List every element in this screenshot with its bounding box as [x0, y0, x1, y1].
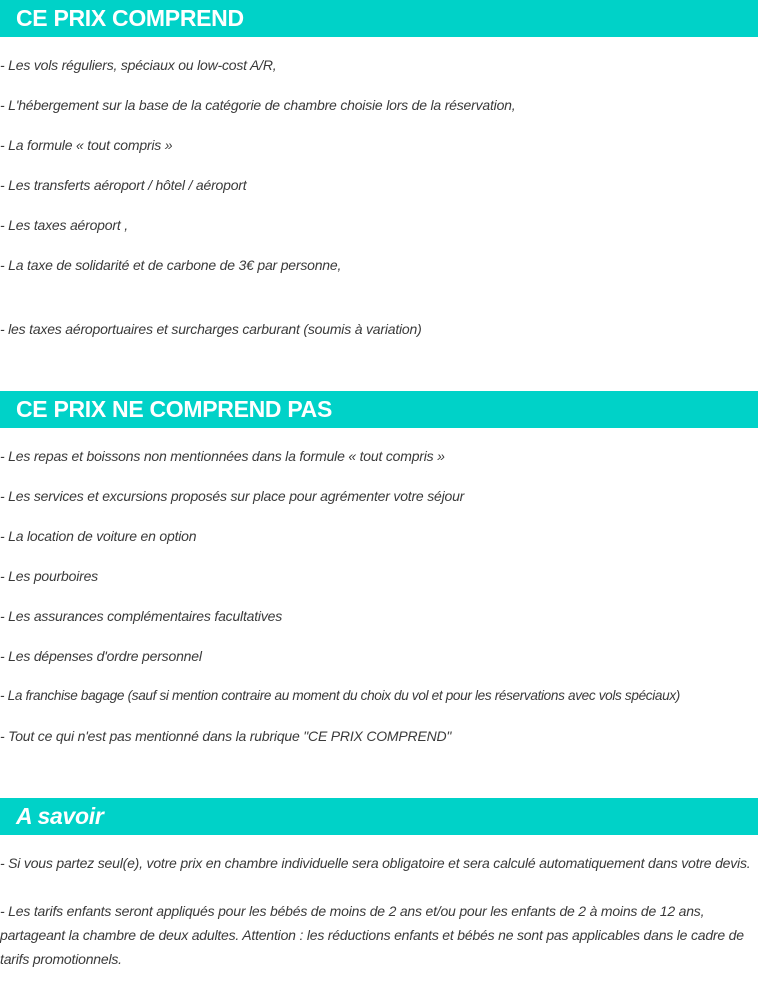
included-item: - Les transferts aéroport / hôtel / aéroport [0, 177, 247, 193]
included-item: - Les taxes aéroport , [0, 217, 128, 233]
info-paragraph: - Si vous partez seul(e), votre prix en chambre individuelle sera obligatoire et sera calculé automatiquement dans votre devis. [0, 855, 751, 871]
excluded-section-title: CE PRIX NE COMPREND PAS [0, 391, 758, 428]
included-item: - L'hébergement sur la base de la catégorie de chambre choisie lors de la réservation, [0, 97, 516, 113]
excluded-item: - La location de voiture en option [0, 528, 197, 544]
excluded-item: - Les assurances complémentaires facultatives [0, 608, 283, 624]
info-section-title: A savoir [0, 798, 758, 835]
included-item: - Les vols réguliers, spéciaux ou low-cost A/R, [0, 57, 277, 73]
excluded-item: - Tout ce qui n'est pas mentionné dans la rubrique "CE PRIX COMPREND" [0, 728, 452, 744]
included-item: - les taxes aéroportuaires et surcharges carburant (soumis à variation) [0, 321, 422, 337]
excluded-item: - Les repas et boissons non mentionnées dans la formule « tout compris » [0, 448, 445, 464]
excluded-item: - La franchise bagage (sauf si mention contraire au moment du choix du vol et pour les réservations avec vols spéciaux) [0, 688, 680, 703]
info-paragraph: - Les tarifs enfants seront appliqués pour les bébés de moins de 2 ans et/ou pour les enfants de 2 à moins de 12 ans, partageant la chambre de deux adultes. Attention : les réductions enfants et bébés ne sont pas applicables dans le cadre de tarifs promotionnels. [0, 903, 744, 967]
excluded-item: - Les dépenses d'ordre personnel [0, 648, 202, 664]
excluded-item: - Les pourboires [0, 568, 98, 584]
excluded-item: - Les services et excursions proposés sur place pour agrémenter votre séjour [0, 488, 465, 504]
included-section-title: CE PRIX COMPREND [0, 0, 758, 37]
included-item: - La formule « tout compris » [0, 137, 173, 153]
included-item: - La taxe de solidarité et de carbone de 3€ par personne, [0, 257, 342, 273]
